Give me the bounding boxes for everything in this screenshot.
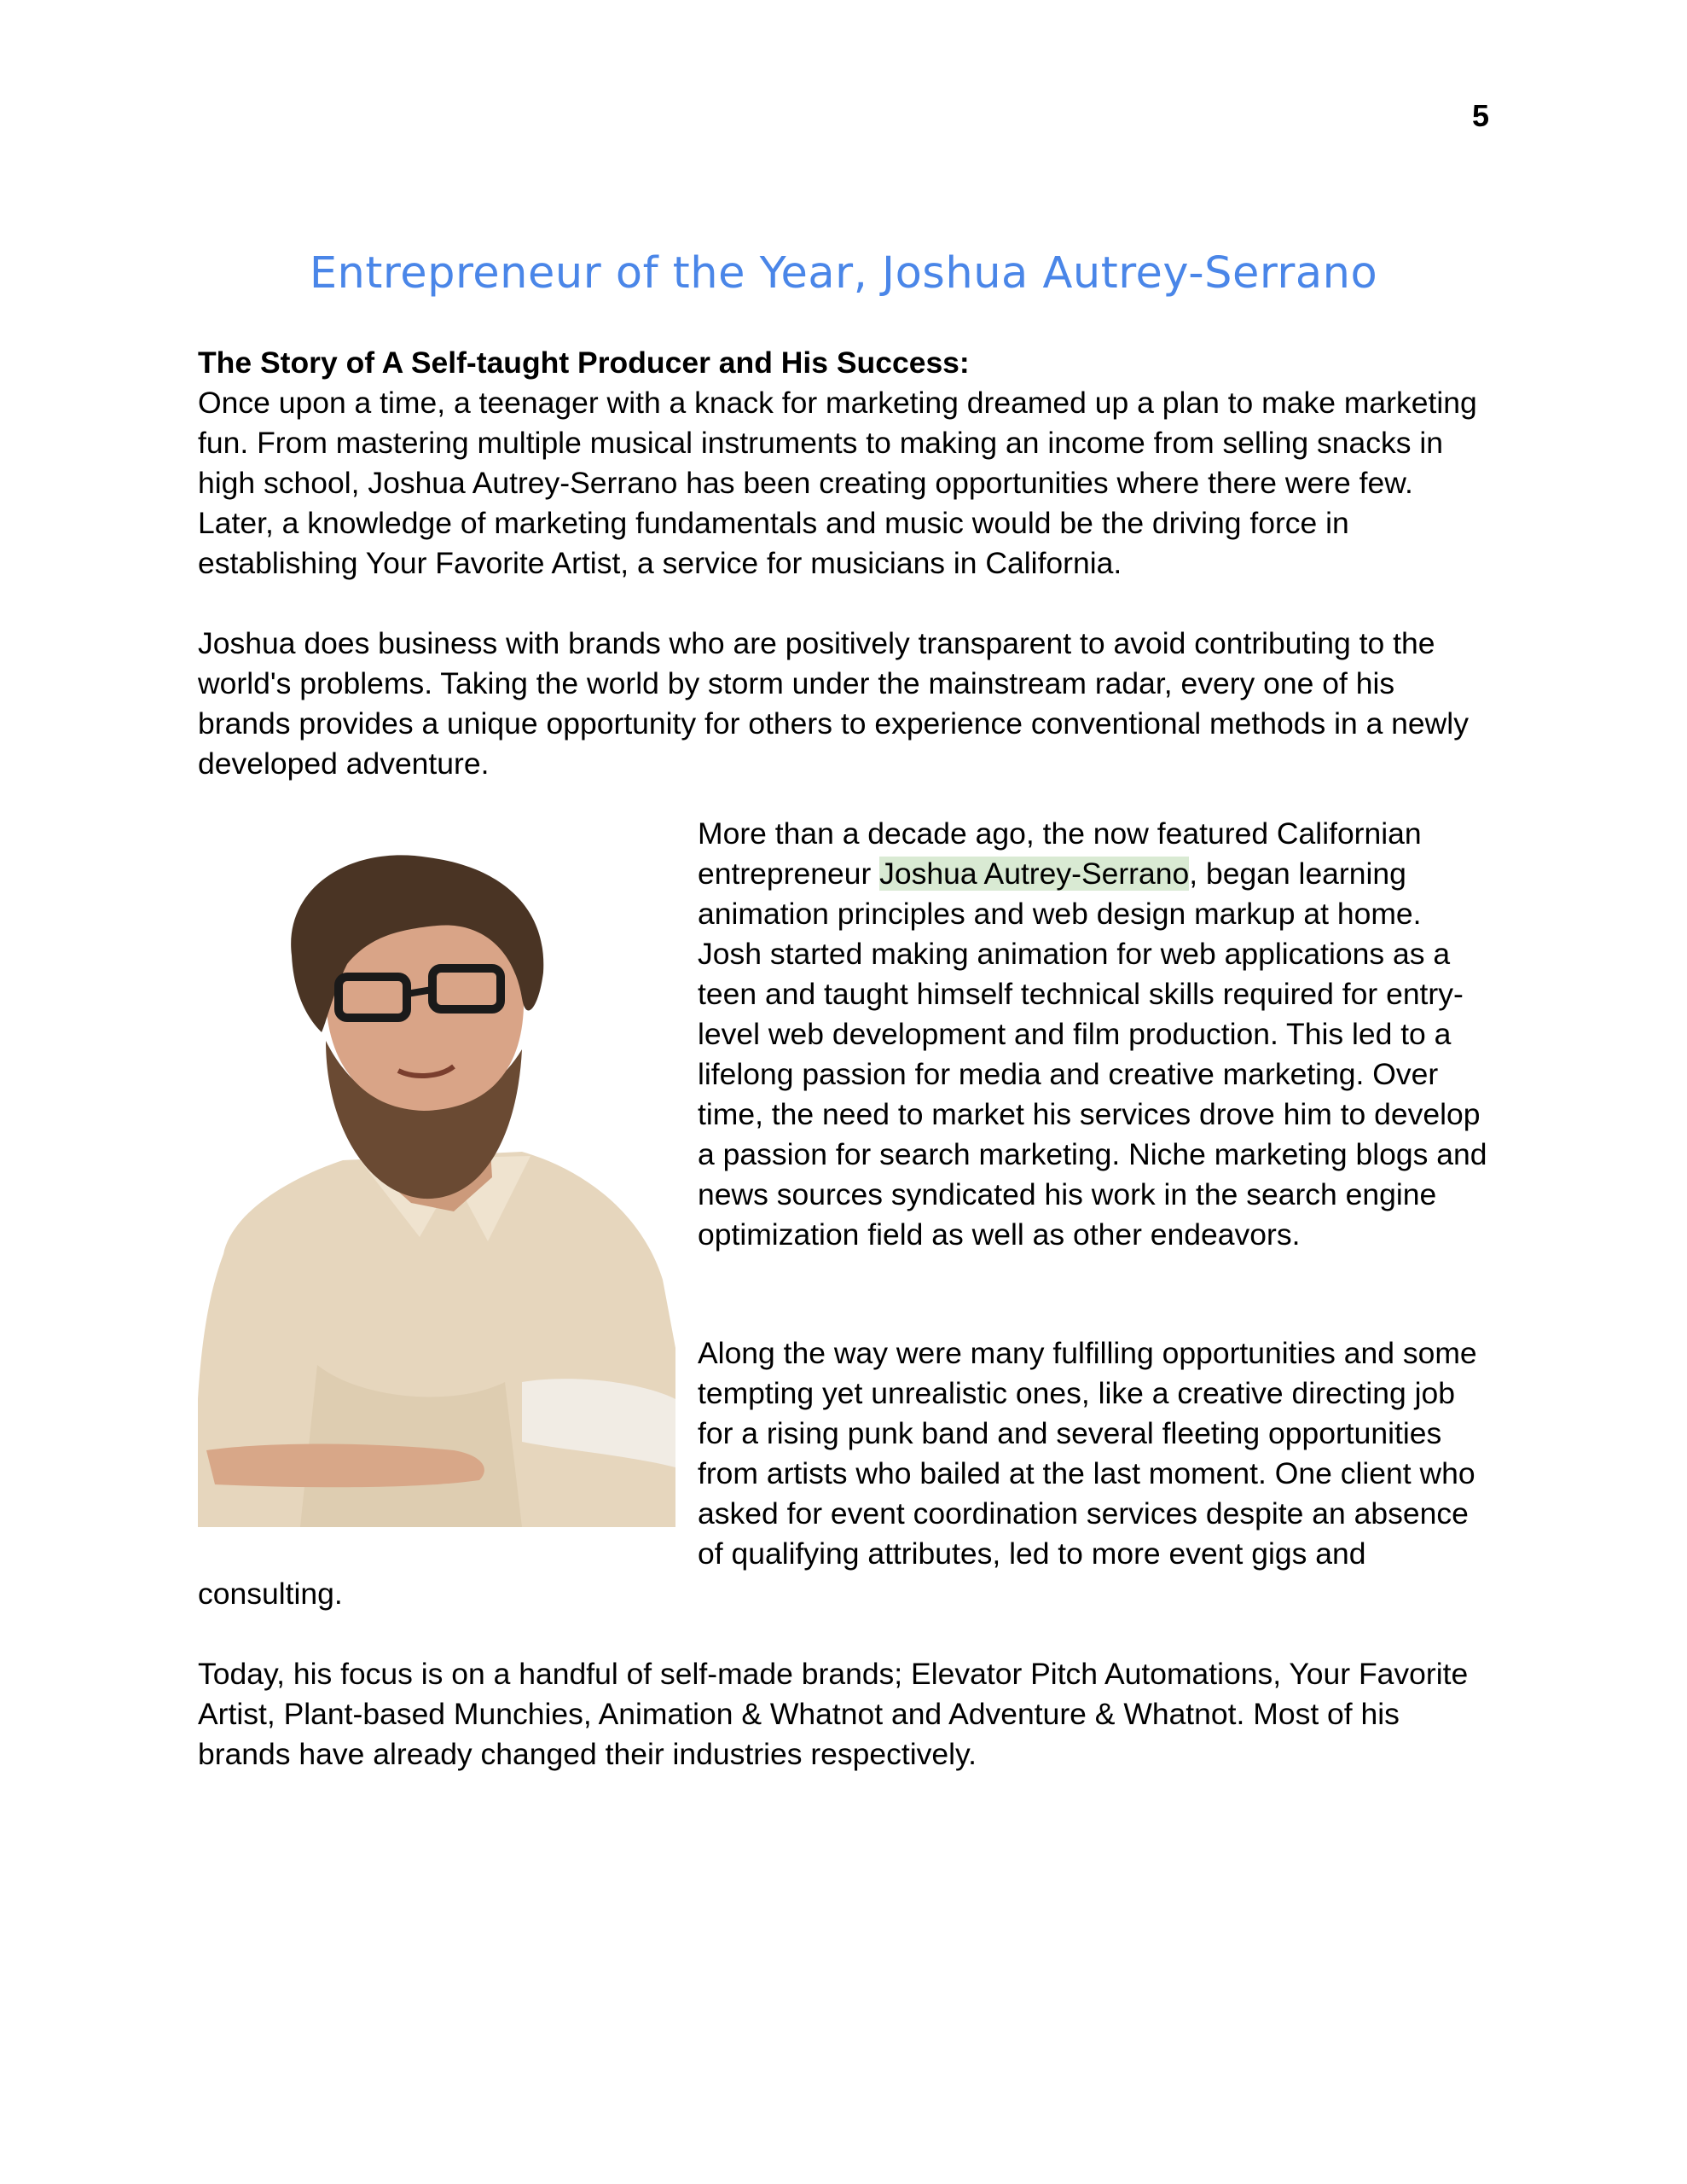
section-heading: The Story of A Self-taught Producer and His Success:: [198, 346, 970, 380]
intro-section: [198, 343, 1486, 784]
profile-paragraph-2: Along the way were many fulfilling opportunities and some tempting yet unrealistic ones, like a creative directing job for a rising punk band and several fleeting opportunities from artists who bailed at the last moment. One client who asked for event coordination services despite an absence of qualifying attributes, led to more event gigs and: [698, 1336, 1477, 1571]
intro-paragraph-2: Joshua does business with brands who are positively transparent to avoid contributing to the world's problems. Taking the world by storm under the mainstream radar, every one of his brands provides a unique opportunity for others to experience conventional methods in a newly developed adventure.: [198, 626, 1469, 781]
intro-paragraph-1: Once upon a time, a teenager with a knack for marketing dreamed up a plan to make marketing fun. From mastering multiple musical instruments to making an income from selling snacks in high school, Joshua Autrey-Serrano has been creating opportunities where there were few. Later, a knowledge of marketing fundamentals and music would be the driving force in establishing Your Favorite Artist, a service for musicians in California.: [198, 386, 1477, 580]
profile-text-2: [698, 1333, 1491, 1574]
profile-paragraph-2-continued: consulting.: [198, 1577, 343, 1611]
portrait-illustration: [198, 853, 675, 1527]
profile-p1-before: More than a decade ago, the now featured Californian entrepreneur: [698, 816, 1422, 891]
page-title: Entrepreneur of the Year, Joshua Autrey-Serrano: [309, 248, 1378, 299]
portrait-photo: [198, 853, 675, 1527]
page-number: 5: [1471, 98, 1489, 133]
profile-text: [698, 814, 1491, 1255]
profile-paragraph-1: [698, 814, 1491, 1255]
closing-section: [198, 1574, 1486, 1774]
highlighted-name: Joshua Autrey-Serrano: [879, 857, 1190, 891]
closing-paragraph: Today, his focus is on a handful of self-made brands; Elevator Pitch Automations, Your Favorite Artist, Plant-based Munchies, Animation & Whatnot and Adventure & Whatnot. Most of his brands have already changed their industries respectively.: [198, 1657, 1469, 1771]
profile-p1-after: , began learning animation principles and web design markup at home. Josh started making animation for web applications as a teen and taught himself technical skills required for entry-level web development and film production. This led to a lifelong passion for media and creative marketing. Over time, the need to market his services drove him to develop a passion for search marketing. Niche marketing blogs and news sources syndicated his work in the search engine optimization field as well as other endeavors.: [698, 857, 1487, 1252]
